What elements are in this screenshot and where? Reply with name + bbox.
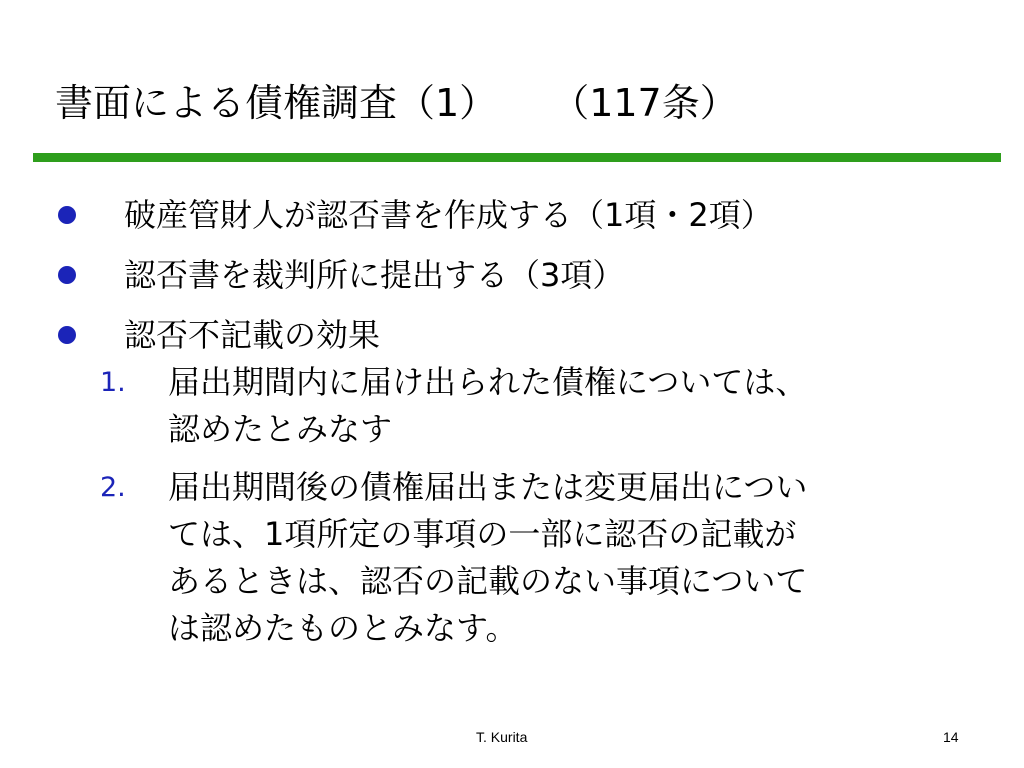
title-main: 書面による債権調査（1） [55,81,498,125]
title-underline [33,153,1001,162]
numbered-item-text [168,359,968,453]
number-marker: 1. [100,367,126,398]
text-line: は認めたものとみなす。 [168,609,518,647]
bullet-list [58,189,978,369]
bullet-item [58,189,978,249]
bullet-text: 破産管財人が認否書を作成する（1項・2項） [124,196,773,234]
text-line: 認めたとみなす [168,410,393,448]
bullet-dot-icon [58,266,76,284]
bullet-text: 認否書を裁判所に提出する（3項） [124,256,625,294]
text-line: 届出期間後の債権届出または変更届出につい [168,468,808,506]
bullet-item [58,249,978,309]
numbered-list [100,359,980,652]
footer-author: T. Kurita [476,729,528,745]
page-number: 14 [943,729,959,745]
numbered-item-text [168,464,968,652]
text-line: あるときは、認否の記載のない事項について [168,562,808,600]
bullet-text: 認否不記載の効果 [124,316,381,354]
title-article: （117条） [551,81,738,125]
bullet-dot-icon [58,326,76,344]
bullet-dot-icon [58,206,76,224]
text-line: 届出期間内に届け出られた債権については、 [168,363,808,401]
numbered-item [100,359,980,453]
slide-title [55,78,738,128]
number-marker: 2. [100,472,126,503]
numbered-item [100,464,980,652]
text-line: ては、1項所定の事項の一部に認否の記載が [168,515,797,553]
